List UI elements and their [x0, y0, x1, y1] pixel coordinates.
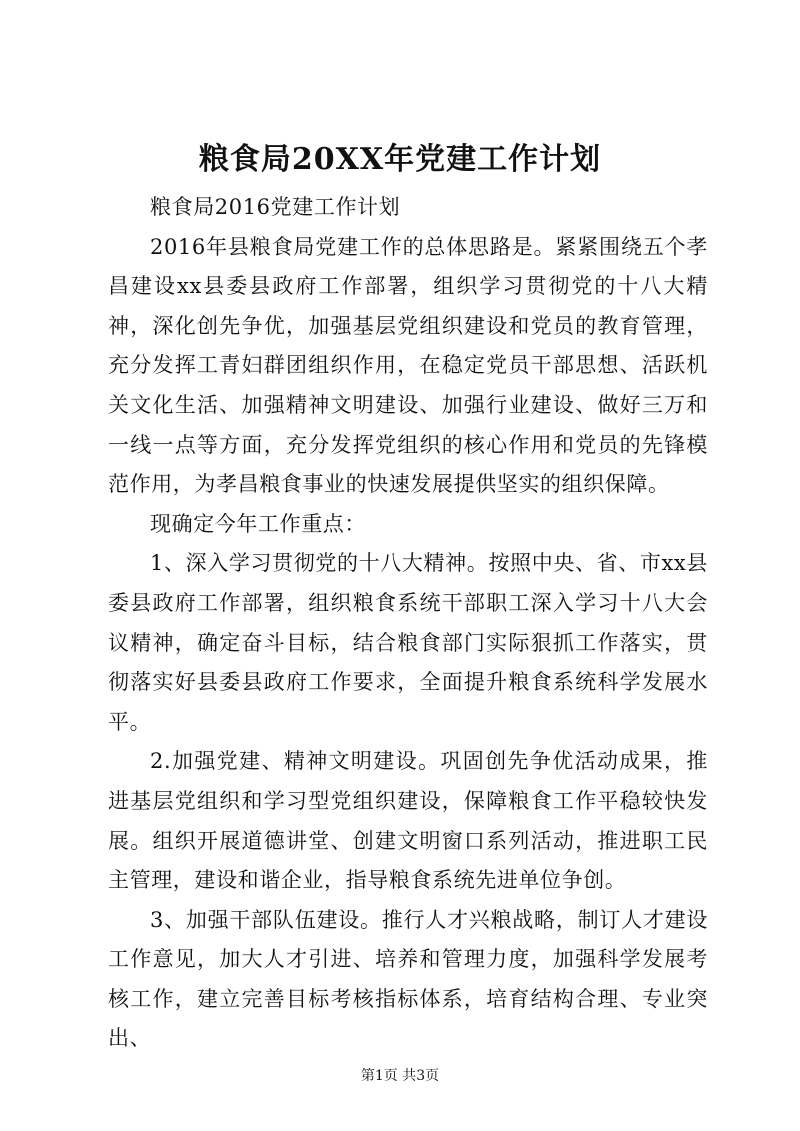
paragraph-task-3: 3、加强干部队伍建设。推行人才兴粮战略，制订人才建设工作意见，加大人才引进、培养和管理力度，加强科学发展考核工作，建立完善目标考核指标体系，培育结构合理、专业突出、	[108, 907, 708, 1051]
paragraph-subtitle: 粮食局2016党建工作计划	[150, 195, 401, 219]
document-body	[108, 188, 708, 1059]
paragraph-task-2: 2.加强党建、精神文明建设。巩固创先争优活动成果，推进基层党组织和学习型党组织建设，保障粮食工作平稳较快发展。组织开展道德讲堂、创建文明窗口系列活动，推进职工民主管理，建设和谐企业，指导粮食系统先进单位争创。	[108, 749, 708, 893]
paragraph-key-tasks-heading: 现确定今年工作重点：	[150, 511, 366, 536]
paragraph-task-1: 1、深入学习贯彻党的十八大精神。按照中央、省、市xx县委县政府工作部署，组织粮食系统干部职工深入学习十八大会议精神，确定奋斗目标，结合粮食部门实际狠抓工作落实，贯彻落实好县委县政府工作要求，全面提升粮食系统科学发展水平。	[108, 551, 708, 734]
document-title: 粮食局20XX年党建工作计划	[198, 142, 602, 177]
paragraph-overview: 2016年县粮食局党建工作的总体思路是。紧紧围绕五个孝昌建设xx县委县政府工作部署，组织学习贯彻党的十八大精神，深化创先争优，加强基层党组织建设和党员的教育管理，充分发挥工青妇群团组织作用，在稳定党员干部思想、活跃机关文化生活、加强精神文明建设、加强行业建设、做好三万和一线一点等方面，充分发挥党组织的核心作用和党员的先锋模范作用，为孝昌粮食事业的快速发展提供坚实的组织保障。	[108, 234, 708, 497]
page-number-footer: 第1页 共3页	[360, 1068, 440, 1084]
